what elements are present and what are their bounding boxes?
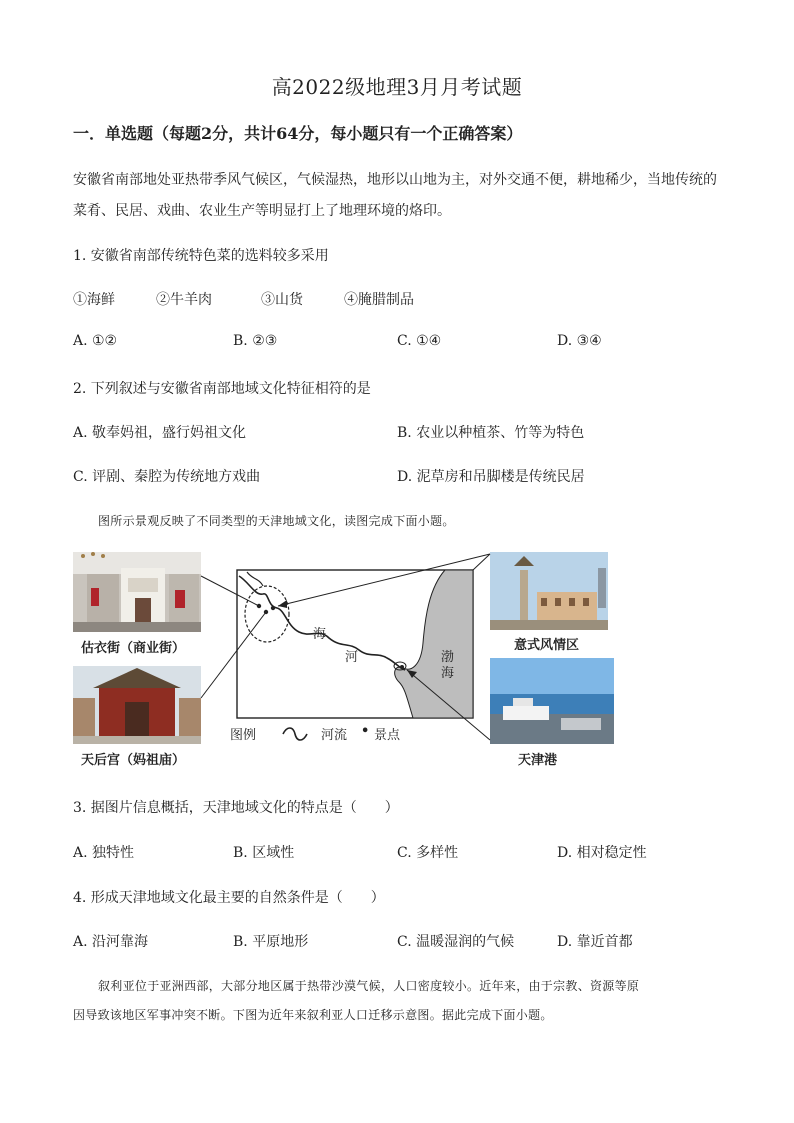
caption-tianhougong: 天后宫（妈祖庙） (81, 753, 186, 768)
question-4-stem: 4. 形成天津地域文化最主要的自然条件是（ ） (73, 890, 385, 906)
spot-tianjingang (400, 665, 404, 669)
q3-option-d[interactable]: D. 相对稳定性 (557, 845, 647, 861)
q1-item-4: ④腌腊制品 (344, 292, 414, 308)
photo-tianhougong (73, 666, 201, 744)
syria-note-line-2: 因导致该地区军事冲突不断。下图为近年来叙利亚人口迁移示意图。据此完成下面小题。 (73, 1008, 553, 1022)
legend-river-symbol (283, 728, 307, 740)
q4-option-d[interactable]: D. 靠近首都 (557, 934, 633, 950)
caption-yishi: 意式风情区 (514, 638, 580, 653)
question-3-stem: 3. 据图片信息概括，天津地域文化的特点是（ ） (73, 800, 399, 816)
q3-option-c[interactable]: C. 多样性 (397, 845, 459, 861)
spot-yishi (271, 606, 275, 610)
q2-option-c[interactable]: C. 评剧、秦腔为传统地方戏曲 (73, 469, 261, 485)
q1-option-d[interactable]: D. ③④ (557, 333, 602, 349)
tianjin-culture-figure (73, 548, 618, 770)
passage-line-2: 菜肴、民居、戏曲、农业生产等明显打上了地理环境的烙印。 (73, 203, 451, 219)
q2-option-b[interactable]: B. 农业以种植茶、竹等为特色 (397, 425, 585, 441)
q4-option-a[interactable]: A. 沿河靠海 (73, 934, 149, 950)
map-label-bo: 渤 (441, 650, 455, 665)
syria-note-line-1: 叙利亚位于亚洲西部，大部分地区属于热带沙漠气候，人口密度较小。近年来，由于宗教、资源等原 (98, 979, 640, 993)
legend-river-label: 河流 (321, 728, 348, 743)
q2-option-d[interactable]: D. 泥草房和吊脚楼是传统民居 (397, 469, 585, 485)
photo-tianjingang (490, 658, 614, 744)
photo-yishi (490, 552, 608, 630)
passage-line-1: 安徽省南部地处亚热带季风气候区，气候湿热，地形以山地为主，对外交通不便，耕地稀少，当地传统的 (73, 172, 717, 188)
question-2-stem: 2. 下列叙述与安徽省南部地域文化特征相符的是 (73, 381, 371, 397)
q4-option-b[interactable]: B. 平原地形 (233, 934, 309, 950)
q4-option-c[interactable]: C. 温暖湿润的气候 (397, 934, 515, 950)
q1-option-c[interactable]: C. ①④ (397, 333, 442, 349)
q3-option-a[interactable]: A. 独特性 (73, 845, 135, 861)
q1-item-3: ③山货 (261, 292, 303, 308)
map-label-he: 河 (345, 650, 359, 665)
map-label-sea: 海 (441, 666, 455, 681)
q1-option-b[interactable]: B. ②③ (233, 333, 278, 349)
q2-option-a[interactable]: A. 敬奉妈祖，盛行妈祖文化 (73, 425, 247, 441)
figure-intro-note: 图所示景观反映了不同类型的天津地域文化，读图完成下面小题。 (98, 514, 455, 528)
caption-tianjingang: 天津港 (518, 753, 558, 768)
legend-spot-label: 景点 (374, 728, 401, 743)
map-label-hai: 海 (313, 627, 327, 642)
q1-item-2: ②牛羊肉 (156, 292, 212, 308)
section-heading: 一．单选题（每题2分，共计64分，每小题只有一个正确答案） (73, 124, 523, 143)
page-title: 高2022级地理3月月考试题 (271, 75, 523, 99)
photo-guyijie (73, 552, 201, 632)
legend-dot-symbol: • (361, 724, 370, 739)
q1-item-1: ①海鲜 (73, 292, 115, 308)
q3-option-b[interactable]: B. 区域性 (233, 845, 295, 861)
question-1-stem: 1. 安徽省南部传统特色菜的选料较多采用 (73, 248, 329, 264)
caption-guyijie: 估衣街（商业街） (81, 641, 186, 656)
legend-title: 图例 (230, 728, 257, 743)
q1-option-a[interactable]: A. ①② (73, 333, 118, 349)
